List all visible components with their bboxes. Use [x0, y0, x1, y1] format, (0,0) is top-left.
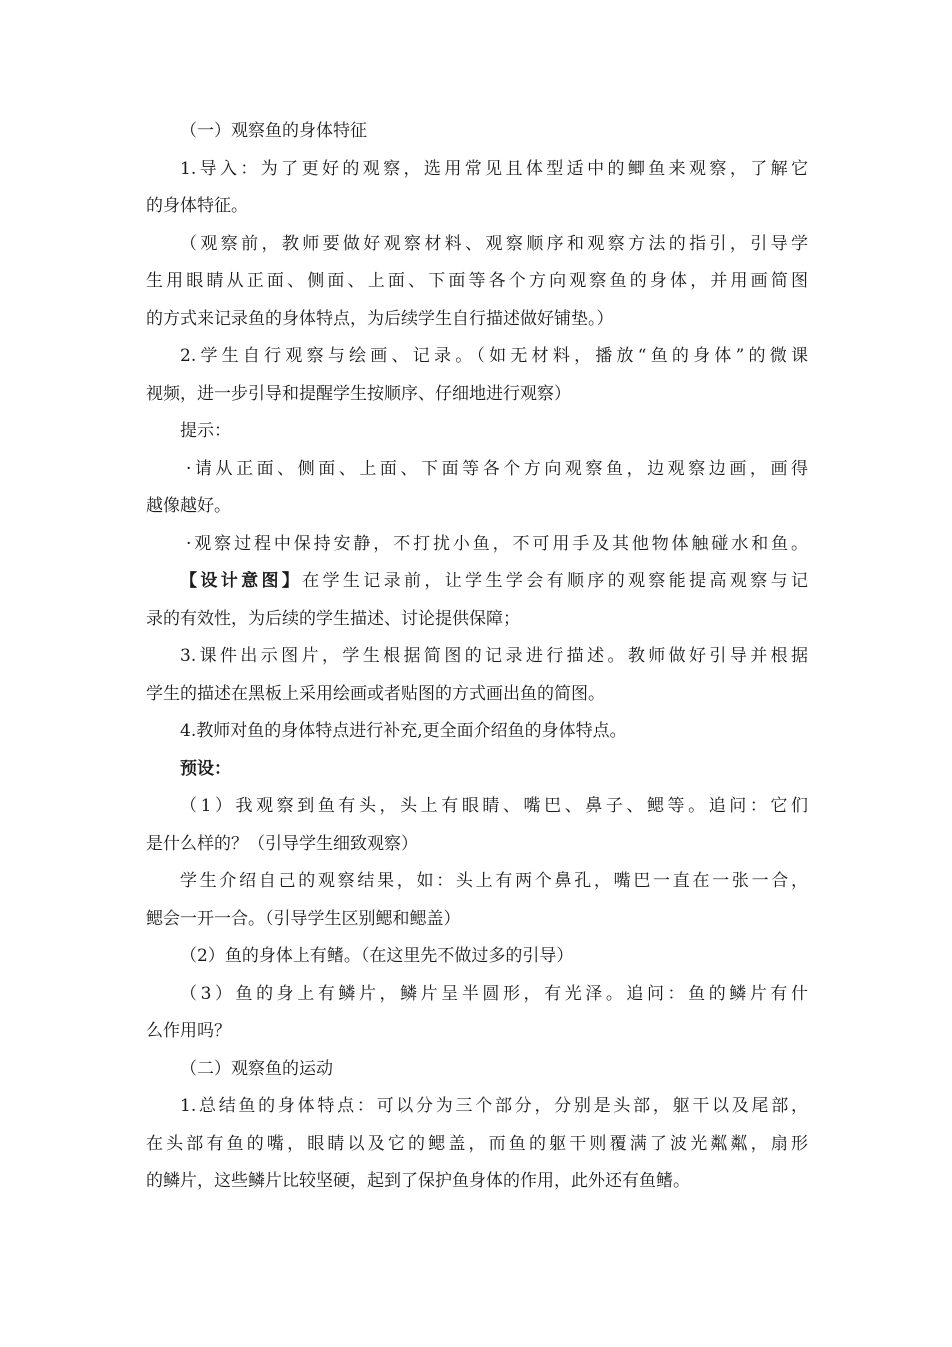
section-heading-observe-body: （一）观察鱼的身体特征 — [180, 121, 367, 141]
preset-label: 预设： — [180, 758, 231, 779]
paragraph-line: 4.教师对鱼的身体特点进行补充,更全面介绍鱼的身体特点。 — [180, 721, 627, 741]
design-intent-text: 在学生记录前，让学生学会有顺序的观察能提高观察与记 — [302, 571, 809, 591]
paragraph-line: 是什么样的？（引导学生细致观察） — [146, 833, 418, 854]
bullet-line: ·请从正面、侧面、上面、下面等各个方向观察鱼，边观察边画，画得 — [186, 458, 808, 479]
design-intent-label: 【设计意图】 — [180, 571, 303, 591]
paragraph-line: 生用眼睛从正面、侧面、上面、下面等各个方向观察鱼的身体，并用画简图 — [146, 271, 808, 291]
paragraph-line: （1）我观察到鱼有头，头上有眼睛、嘴巴、鼻子、鳃等。追问：它们 — [180, 796, 808, 816]
paragraph-line: 的身体特征。 — [146, 196, 248, 216]
paragraph-line: 的鳞片，这些鳞片比较坚硬，起到了保护鱼身体的作用，此外还有鱼鳍。 — [146, 1171, 690, 1191]
paragraph-line: 学生介绍自己的观察结果，如：头上有两个鼻孔，嘴巴一直在一张一合， — [180, 871, 808, 891]
design-intent-line — [146, 563, 808, 601]
paragraph-line: 越像越好。 — [146, 496, 231, 516]
paragraph-line: 1.导入：为了更好的观察，选用常见且体型适中的鲫鱼来观察，了解它 — [180, 158, 808, 179]
paragraph-line: 1.总结鱼的身体特点：可以分为三个部分，分别是头部，躯干以及尾部， — [180, 1096, 808, 1116]
section-heading-observe-motion: （二）观察鱼的运动 — [180, 1058, 333, 1079]
paragraph-line: （2）鱼的身体上有鳍。（在这里先不做过多的引导） — [180, 946, 574, 966]
bullet-line: ·观察过程中保持安静，不打扰小鱼，不可用手及其他物体触碰水和鱼。 — [186, 533, 808, 554]
paragraph-line: 3.课件出示图片，学生根据简图的记录进行描述。教师做好引导并根据 — [180, 646, 808, 666]
paragraph-line: 视频，进一步引导和提醒学生按顺序、仔细地进行观察） — [146, 383, 571, 404]
paragraph-line: 鳃会一开一合。（引导学生区别鳃和鳃盖） — [146, 908, 461, 929]
document-page — [146, 113, 808, 1201]
paragraph-line: 在头部有鱼的嘴，眼睛以及它的鳃盖，而鱼的躯干则覆满了波光粼粼，扇形 — [146, 1133, 808, 1154]
paragraph-line: （3）鱼的身上有鳞片，鳞片呈半圆形，有光泽。追问：鱼的鳞片有什 — [180, 983, 808, 1004]
paragraph-line: 学生的描述在黑板上采用绘画或者贴图的方式画出鱼的简图。 — [146, 683, 605, 704]
paragraph-line: 2.学生自行观察与绘画、记录。（如无材料，播放“鱼的身体”的微课 — [180, 346, 808, 366]
paragraph-line: 的方式来记录鱼的身体特点，为后续学生自行描述做好铺垫。） — [146, 308, 614, 329]
paragraph-line: 录的有效性，为后续的学生描述、讨论提供保障； — [146, 608, 520, 629]
paragraph-line: 么作用吗？ — [146, 1021, 231, 1041]
paragraph-line: （观察前，教师要做好观察材料、观察顺序和观察方法的指引，引导学 — [180, 233, 808, 254]
hint-label: 提示： — [180, 421, 231, 441]
